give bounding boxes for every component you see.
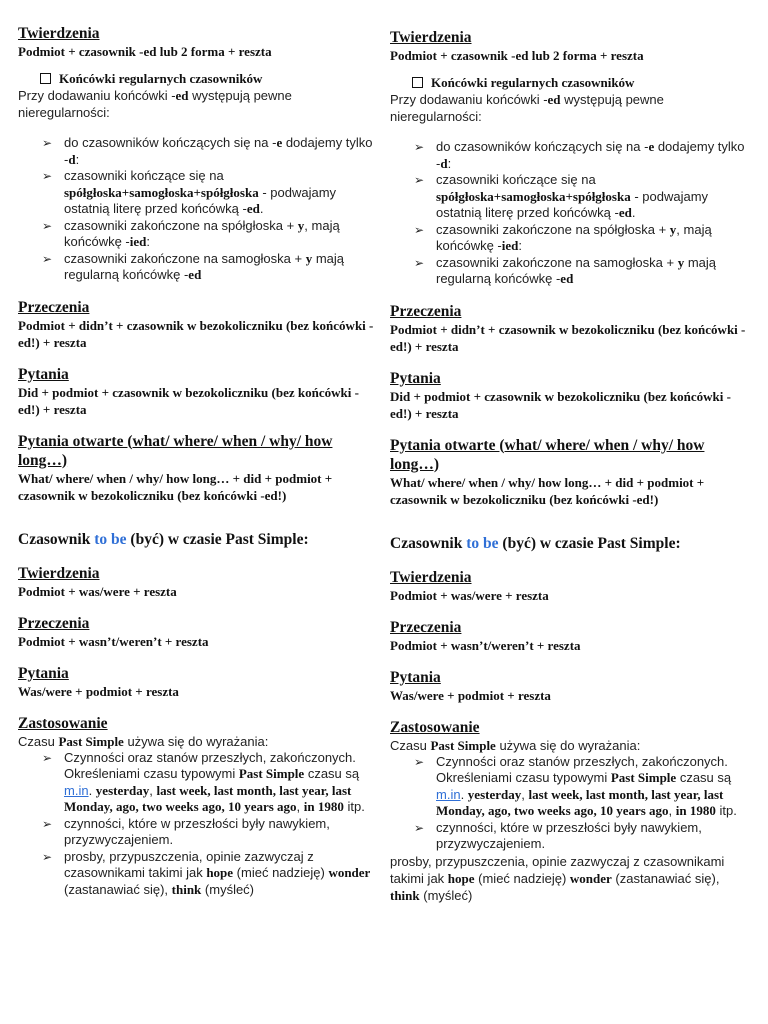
to-be-pytania-formula: Was/were + podmiot + reszta xyxy=(18,683,179,699)
przeczenia-heading: Przeczenia xyxy=(390,302,462,320)
to-be-title: Czasownik to be (być) w czasie Past Simple: xyxy=(18,530,309,548)
pytania-formula: Did + podmiot + czasownik w bezokoliczniku (bez końcówki -ed!) + reszta xyxy=(390,388,731,421)
list-item: ➢ czasowniki kończące się na spółgłoska+samogłoska+spółgłoska - podwajamy ostatnią literę przed końcówką -ed. xyxy=(42,168,337,216)
list-item: ➢ czynności, które w przeszłości były nawykiem, przyzwyczajeniem. xyxy=(414,819,702,851)
arrow-bullet-icon: ➢ xyxy=(414,173,425,187)
twierdzenia-formula: Podmiot + czasownik -ed lub 2 forma + reszta xyxy=(18,44,272,59)
usage-requests-text: prosby, przypuszczenia, opinie zazwyczaj z czasownikami takimi jak hope (mieć nadzieję) wonder (zastanawiać się), think (myśleć) xyxy=(390,853,725,903)
usage-list xyxy=(18,750,378,899)
zastosowanie-heading: Zastosowanie xyxy=(18,714,108,732)
list-item: ➢ do czasowników kończących się na -e dodajemy tylko -d: xyxy=(42,135,373,167)
arrow-bullet-icon: ➢ xyxy=(42,849,53,864)
left-column xyxy=(18,24,378,898)
list-item: ➢ Czynności oraz stanów przeszłych, zakończonych. Określeniami czasu typowymi Past Simple czasu są m.in. yesterday, last week, last month, last year, last Monday, ago, two weeks ago, 10 years ago, in 1980 itp. xyxy=(42,749,365,814)
zastosowanie-intro: Czasu Past Simple używa się do wyrażania: xyxy=(18,733,269,749)
checkbox-icon xyxy=(412,77,423,88)
arrow-bullet-icon: ➢ xyxy=(414,140,425,154)
pytania-heading: Pytania xyxy=(390,369,441,387)
open-questions-heading: Pytania otwarte (what/ where/ when / why/ how long…) xyxy=(18,432,333,469)
irregularities-intro: Przy dodawaniu końcówki -ed występują pewne nieregularności: xyxy=(390,92,664,124)
rules-list xyxy=(390,139,750,288)
to-be-pytania-heading: Pytania xyxy=(18,664,69,682)
checkbox-icon xyxy=(40,73,51,84)
to-be-przeczenia-heading: Przeczenia xyxy=(18,614,90,632)
przeczenia-heading: Przeczenia xyxy=(18,298,90,316)
arrow-bullet-icon: ➢ xyxy=(42,816,53,831)
right-column xyxy=(390,28,750,904)
open-questions-heading: Pytania otwarte (what/ where/ when / why/ how long…) xyxy=(390,436,705,473)
to-be-przeczenia-formula: Podmiot + wasn’t/weren’t + reszta xyxy=(390,637,581,653)
twierdzenia-formula: Podmiot + czasownik -ed lub 2 forma + reszta xyxy=(390,48,644,63)
to-be-title: Czasownik to be (być) w czasie Past Simple: xyxy=(390,534,681,552)
list-item: ➢ czasowniki zakończone na spółgłoska + y, mają końcówkę -ied: xyxy=(42,217,340,249)
arrow-bullet-icon: ➢ xyxy=(42,169,53,183)
to-be-pytania-heading: Pytania xyxy=(390,668,441,686)
arrow-bullet-icon: ➢ xyxy=(42,251,53,266)
to-be-twierdzenia-heading: Twierdzenia xyxy=(18,564,100,582)
irregularities-intro: Przy dodawaniu końcówki -ed występują pewne nieregularności: xyxy=(18,88,292,120)
to-be-twierdzenia-formula: Podmiot + was/were + reszta xyxy=(390,587,549,603)
list-item: ➢ czynności, które w przeszłości były nawykiem, przyzwyczajeniem. xyxy=(42,815,330,847)
to-be-przeczenia-formula: Podmiot + wasn’t/weren’t + reszta xyxy=(18,633,209,649)
regular-endings-heading: Końcówki regularnych czasowników xyxy=(412,74,750,91)
zastosowanie-heading: Zastosowanie xyxy=(390,718,480,736)
min-link[interactable]: m.in xyxy=(436,786,461,802)
arrow-bullet-icon: ➢ xyxy=(414,255,425,270)
regular-endings-heading: Końcówki regularnych czasowników xyxy=(40,70,378,87)
zastosowanie-intro: Czasu Past Simple używa się do wyrażania: xyxy=(390,737,641,753)
arrow-bullet-icon: ➢ xyxy=(42,136,53,150)
twierdzenia-heading: Twierdzenia xyxy=(390,29,472,46)
to-be-twierdzenia-heading: Twierdzenia xyxy=(390,568,472,586)
list-item: ➢ czasowniki zakończone na samogłoska + y mają regularną końcówkę -ed xyxy=(414,254,717,286)
pytania-heading: Pytania xyxy=(18,365,69,383)
przeczenia-formula: Podmiot + didn’t + czasownik w bezokoliczniku (bez końcówki -ed!) + reszta xyxy=(18,317,374,350)
list-item: ➢ do czasowników kończących się na -e dodajemy tylko -d: xyxy=(414,139,745,171)
arrow-bullet-icon: ➢ xyxy=(414,222,425,237)
twierdzenia-heading: Twierdzenia xyxy=(18,25,100,42)
min-link[interactable]: m.in xyxy=(64,782,89,798)
list-item: ➢ czasowniki zakończone na samogłoska + y mają regularną końcówkę -ed xyxy=(42,250,345,282)
arrow-bullet-icon: ➢ xyxy=(414,820,425,835)
arrow-bullet-icon: ➢ xyxy=(414,754,425,769)
list-item: ➢ Czynności oraz stanów przeszłych, zakończonych. Określeniami czasu typowymi Past Simple czasu są m.in. yesterday, last week, last month, last year, last Monday, ago, two weeks ago, 10 years ago, in 1980 itp. xyxy=(414,753,737,818)
to-be-pytania-formula: Was/were + podmiot + reszta xyxy=(390,687,551,703)
open-questions-formula: What/ where/ when / why/ how long… + did + podmiot + czasownik w bezokoliczniku (bez końcówki -ed!) xyxy=(18,470,333,503)
rules-list xyxy=(18,135,378,284)
list-item: ➢ czasowniki zakończone na spółgłoska + y, mają końcówkę -ied: xyxy=(414,221,712,253)
usage-list xyxy=(390,754,750,853)
przeczenia-formula: Podmiot + didn’t + czasownik w bezokoliczniku (bez końcówki -ed!) + reszta xyxy=(390,321,746,354)
to-be-przeczenia-heading: Przeczenia xyxy=(390,618,462,636)
list-item: ➢ czasowniki kończące się na spółgłoska+samogłoska+spółgłoska - podwajamy ostatnią literę przed końcówką -ed. xyxy=(414,172,709,220)
arrow-bullet-icon: ➢ xyxy=(42,218,53,233)
arrow-bullet-icon: ➢ xyxy=(42,750,53,765)
open-questions-formula: What/ where/ when / why/ how long… + did + podmiot + czasownik w bezokoliczniku (bez końcówki -ed!) xyxy=(390,474,705,507)
to-be-twierdzenia-formula: Podmiot + was/were + reszta xyxy=(18,583,177,599)
pytania-formula: Did + podmiot + czasownik w bezokoliczniku (bez końcówki -ed!) + reszta xyxy=(18,384,359,417)
list-item: ➢ prosby, przypuszczenia, opinie zazwyczaj z czasownikami takimi jak hope (mieć nadzieję) wonder (zastanawiać się), think (myśleć) xyxy=(42,848,371,897)
